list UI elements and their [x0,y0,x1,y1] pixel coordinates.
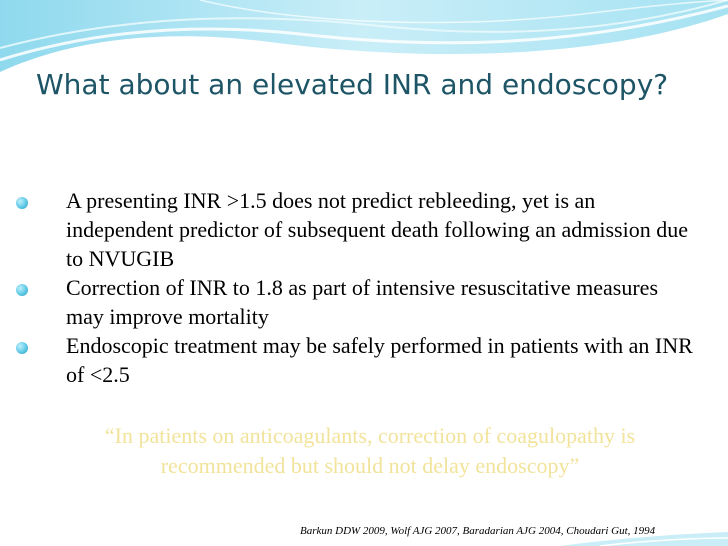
bullet-item-inr-predictor [16,186,700,273]
bullet-text: Endoscopic treatment may be safely performed in patients with an INR of <2.5 [66,333,693,387]
bullet-dot-icon [16,342,28,354]
citation: Barkun DDW 2009, Wolf AJG 2007, Baradarian AJG 2004, Choudari Gut, 1994 [300,525,656,537]
slide-title: What about an elevated INR and endoscopy? [36,68,669,101]
bullet-item-endoscopic-treatment [16,331,700,389]
recommendation-quote: “In patients on anticoagulants, correction of coagulopathy is recommended but should not delay endoscopy” [104,423,636,478]
bullet-text: A presenting INR >1.5 does not predict rebleeding, yet is an independent predictor of subsequent death following an admission due to NVUGIB [66,188,688,271]
bullet-dot-icon [16,284,28,296]
bullet-list [16,186,700,389]
bullet-item-inr-correction [16,273,700,331]
bullet-text: Correction of INR to 1.8 as part of intensive resuscitative measures may improve mortality [66,275,659,329]
footer-wave-decoration [0,528,728,546]
bullet-dot-icon [16,197,28,209]
